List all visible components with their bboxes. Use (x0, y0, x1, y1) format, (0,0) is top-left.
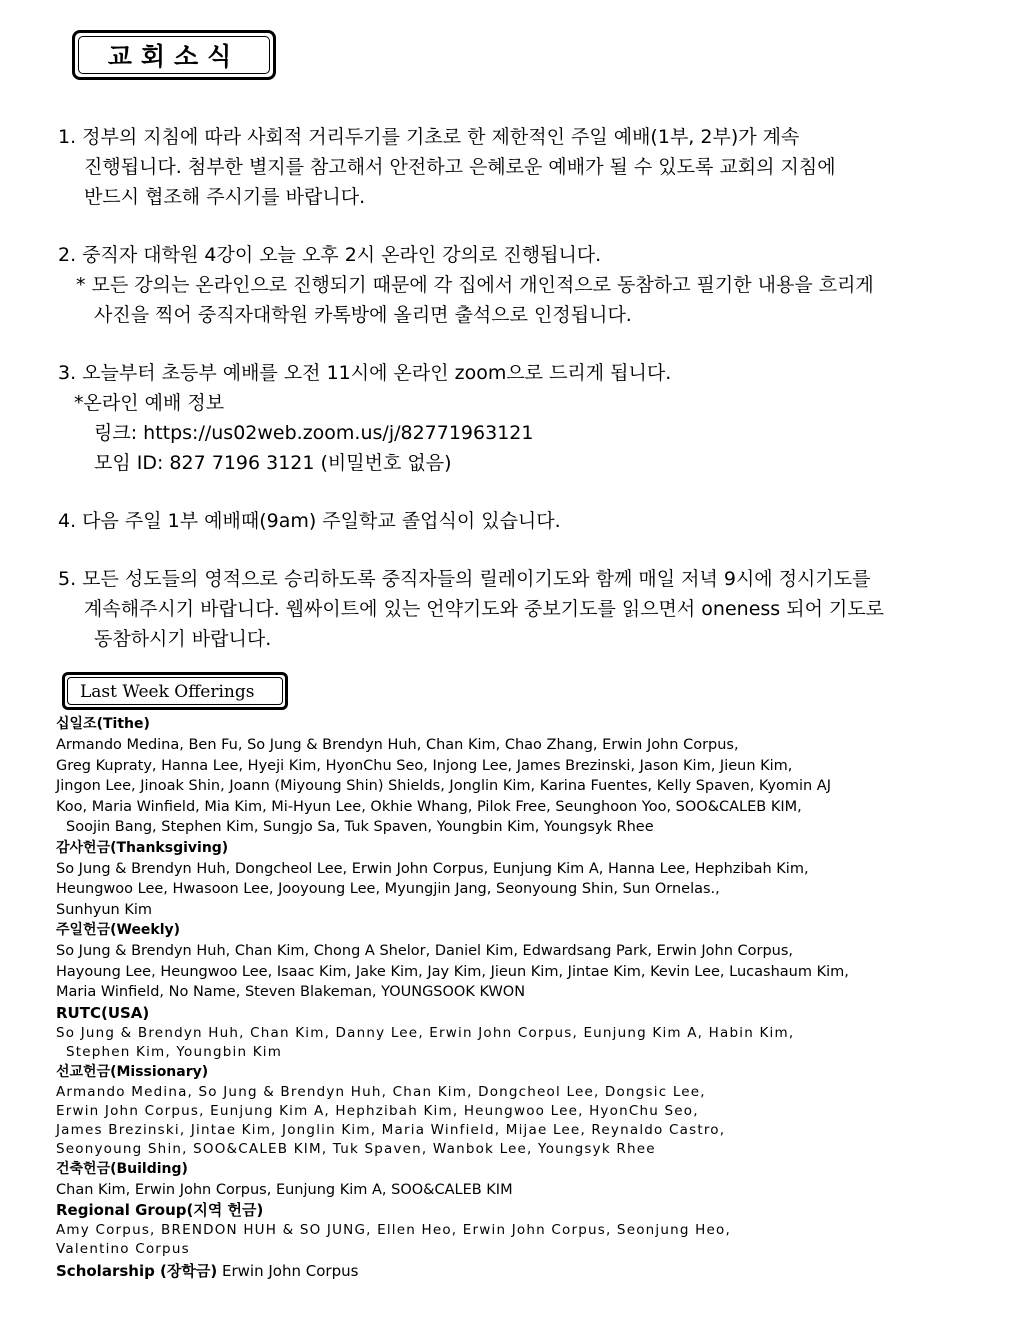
name-line: So Jung & Brendyn Huh, Chan Kim, Danny Lee, Erwin John Corpus, Eunjung Kim A, Habin Kim, (56, 1024, 795, 1041)
news-line: 진행됩니다. 첨부한 별지를 참고해서 안전하고 은혜로운 예배가 될 수 있도록 교회의 지침에 (84, 156, 836, 178)
news-item-2 (58, 240, 978, 330)
scholarship-names: Erwin John Corpus (222, 1262, 359, 1280)
news-item-5 (58, 564, 978, 654)
tithe-label: 십일조(Tithe) (56, 716, 150, 732)
name-line: Jingon Lee, Jinoak Shin, Joann (Miyoung Shin) Shields, Jonglin Kim, Karina Fuentes, Kelly Spaven, Kyomin AJ (56, 778, 831, 794)
name-line: Heungwoo Lee, Hwasoon Lee, Jooyoung Lee, Myungjin Jang, Seonyoung Shin, Sun Ornelas., (56, 881, 720, 897)
news-item-4 (58, 506, 978, 536)
news-line: *온라인 예배 정보 (74, 392, 225, 414)
weekly-label: 주일헌금(Weekly) (56, 922, 181, 938)
name-line: Amy Corpus, BRENDON HUH & SO JUNG, Ellen Heo, Erwin John Corpus, Seonjung Heo, (56, 1222, 731, 1238)
name-line: Koo, Maria Winfield, Mia Kim, Mi-Hyun Lee, Okhie Whang, Pilok Free, Seunghoon Yoo, SOO&CALEB KIM, (56, 798, 802, 815)
building-label: 건축헌금(Building) (56, 1160, 188, 1177)
news-list (58, 122, 978, 682)
name-line: Armando Medina, So Jung & Brendyn Huh, Chan Kim, Dongcheol Lee, Dongsic Lee, (56, 1083, 706, 1100)
name-line: Soojin Bang, Stephen Kim, Sungjo Sa, Tuk Spaven, Youngbin Kim, Youngsyk Rhee (66, 819, 654, 835)
church-news-title: 교회소식 (78, 36, 270, 74)
news-line: 3. 오늘부터 초등부 예배를 오전 11시에 온라인 zoom으로 드리게 됩니다. (58, 362, 672, 384)
news-item-3 (58, 358, 978, 478)
name-line: So Jung & Brendyn Huh, Dongcheol Lee, Erwin John Corpus, Eunjung Kim A, Hanna Lee, Hephzibah Kim, (56, 860, 809, 877)
rutc-label: RUTC(USA) (56, 1003, 150, 1022)
news-line: 4. 다음 주일 1부 예배때(9am) 주일학교 졸업식이 있습니다. (58, 510, 561, 532)
zoom-meeting-id: 모임 ID: 827 7196 3121 (비밀번호 없음) (94, 452, 452, 474)
missionary-label: 선교헌금(Missionary) (56, 1063, 209, 1080)
news-line: 반드시 협조해 주시기를 바랍니다. (84, 186, 366, 208)
news-item-1 (58, 122, 978, 212)
scholarship-label: Scholarship (장학금) (56, 1262, 218, 1280)
news-line: 5. 모든 성도들의 영적으로 승리하도록 중직자들의 릴레이기도와 함께 매일 저녁 9시에 정시기도를 (58, 568, 871, 590)
scholarship-row (56, 1259, 996, 1283)
name-line: Chan Kim, Erwin John Corpus, Eunjung Kim A, SOO&CALEB KIM (56, 1181, 513, 1198)
name-line: Greg Kupraty, Hanna Lee, Hyeji Kim, HyonChu Seo, Injong Lee, James Brezinski, Jason Kim, Jieun Kim, (56, 757, 793, 774)
news-line: 사진을 찍어 중직자대학원 카톡방에 올리면 출석으로 인정됩니다. (94, 304, 632, 326)
name-line: So Jung & Brendyn Huh, Chan Kim, Chong A Shelor, Daniel Kim, Edwardsang Park, Erwin John Corpus, (56, 943, 794, 959)
name-line: Hayoung Lee, Heungwoo Lee, Isaac Kim, Jake Kim, Jay Kim, Jieun Kim, Jintae Kim, Kevin Lee, Lucashaum Kim, (56, 963, 849, 980)
name-line: James Brezinski, Jintae Kim, Jonglin Kim, Maria Winfield, Mijae Lee, Reynaldo Castro, (56, 1121, 726, 1138)
news-line: 동참하시기 바랍니다. (94, 628, 272, 650)
news-line: 1. 정부의 지침에 따라 사회적 거리두기를 기초로 한 제한적인 주일 예배(1부, 2부)가 계속 (58, 126, 800, 148)
name-line: Sunhyun Kim (56, 901, 153, 918)
offerings-title-box (62, 672, 288, 710)
name-line: Seonyoung Shin, SOO&CALEB KIM, Tuk Spaven, Wanbok Lee, Youngsyk Rhee (56, 1140, 656, 1157)
news-line: 계속해주시기 바랍니다. 웹싸이트에 있는 언약기도와 중보기도를 읽으면서 oneness 되어 기도로 (84, 598, 885, 620)
name-line: Valentino Corpus (56, 1241, 190, 1257)
name-line: Maria Winfield, No Name, Steven Blakeman, YOUNGSOOK KWON (56, 984, 526, 1000)
news-line: * 모든 강의는 온라인으로 진행되기 때문에 각 집에서 개인적으로 동참하고 필기한 내용을 흐리게 (76, 274, 874, 296)
news-line: 2. 중직자 대학원 4강이 오늘 오후 2시 온라인 강의로 진행됩니다. (58, 244, 602, 266)
offerings-list (56, 714, 996, 1283)
name-line: Stephen Kim, Youngbin Kim (66, 1043, 283, 1060)
regional-label: Regional Group(지역 헌금) (56, 1201, 264, 1219)
name-line: Armando Medina, Ben Fu, So Jung & Brendyn Huh, Chan Kim, Chao Zhang, Erwin John Corpus, (56, 737, 739, 753)
thanksgiving-label: 감사헌금(Thanksgiving) (56, 839, 229, 856)
zoom-link[interactable]: 링크: https://us02web.zoom.us/j/82771963121 (94, 422, 534, 444)
name-line: Erwin John Corpus, Eunjung Kim A, Hephzibah Kim, Heungwoo Lee, HyonChu Seo, (56, 1102, 699, 1119)
offerings-title: Last Week Offerings (67, 677, 283, 705)
church-news-title-box (72, 30, 276, 80)
